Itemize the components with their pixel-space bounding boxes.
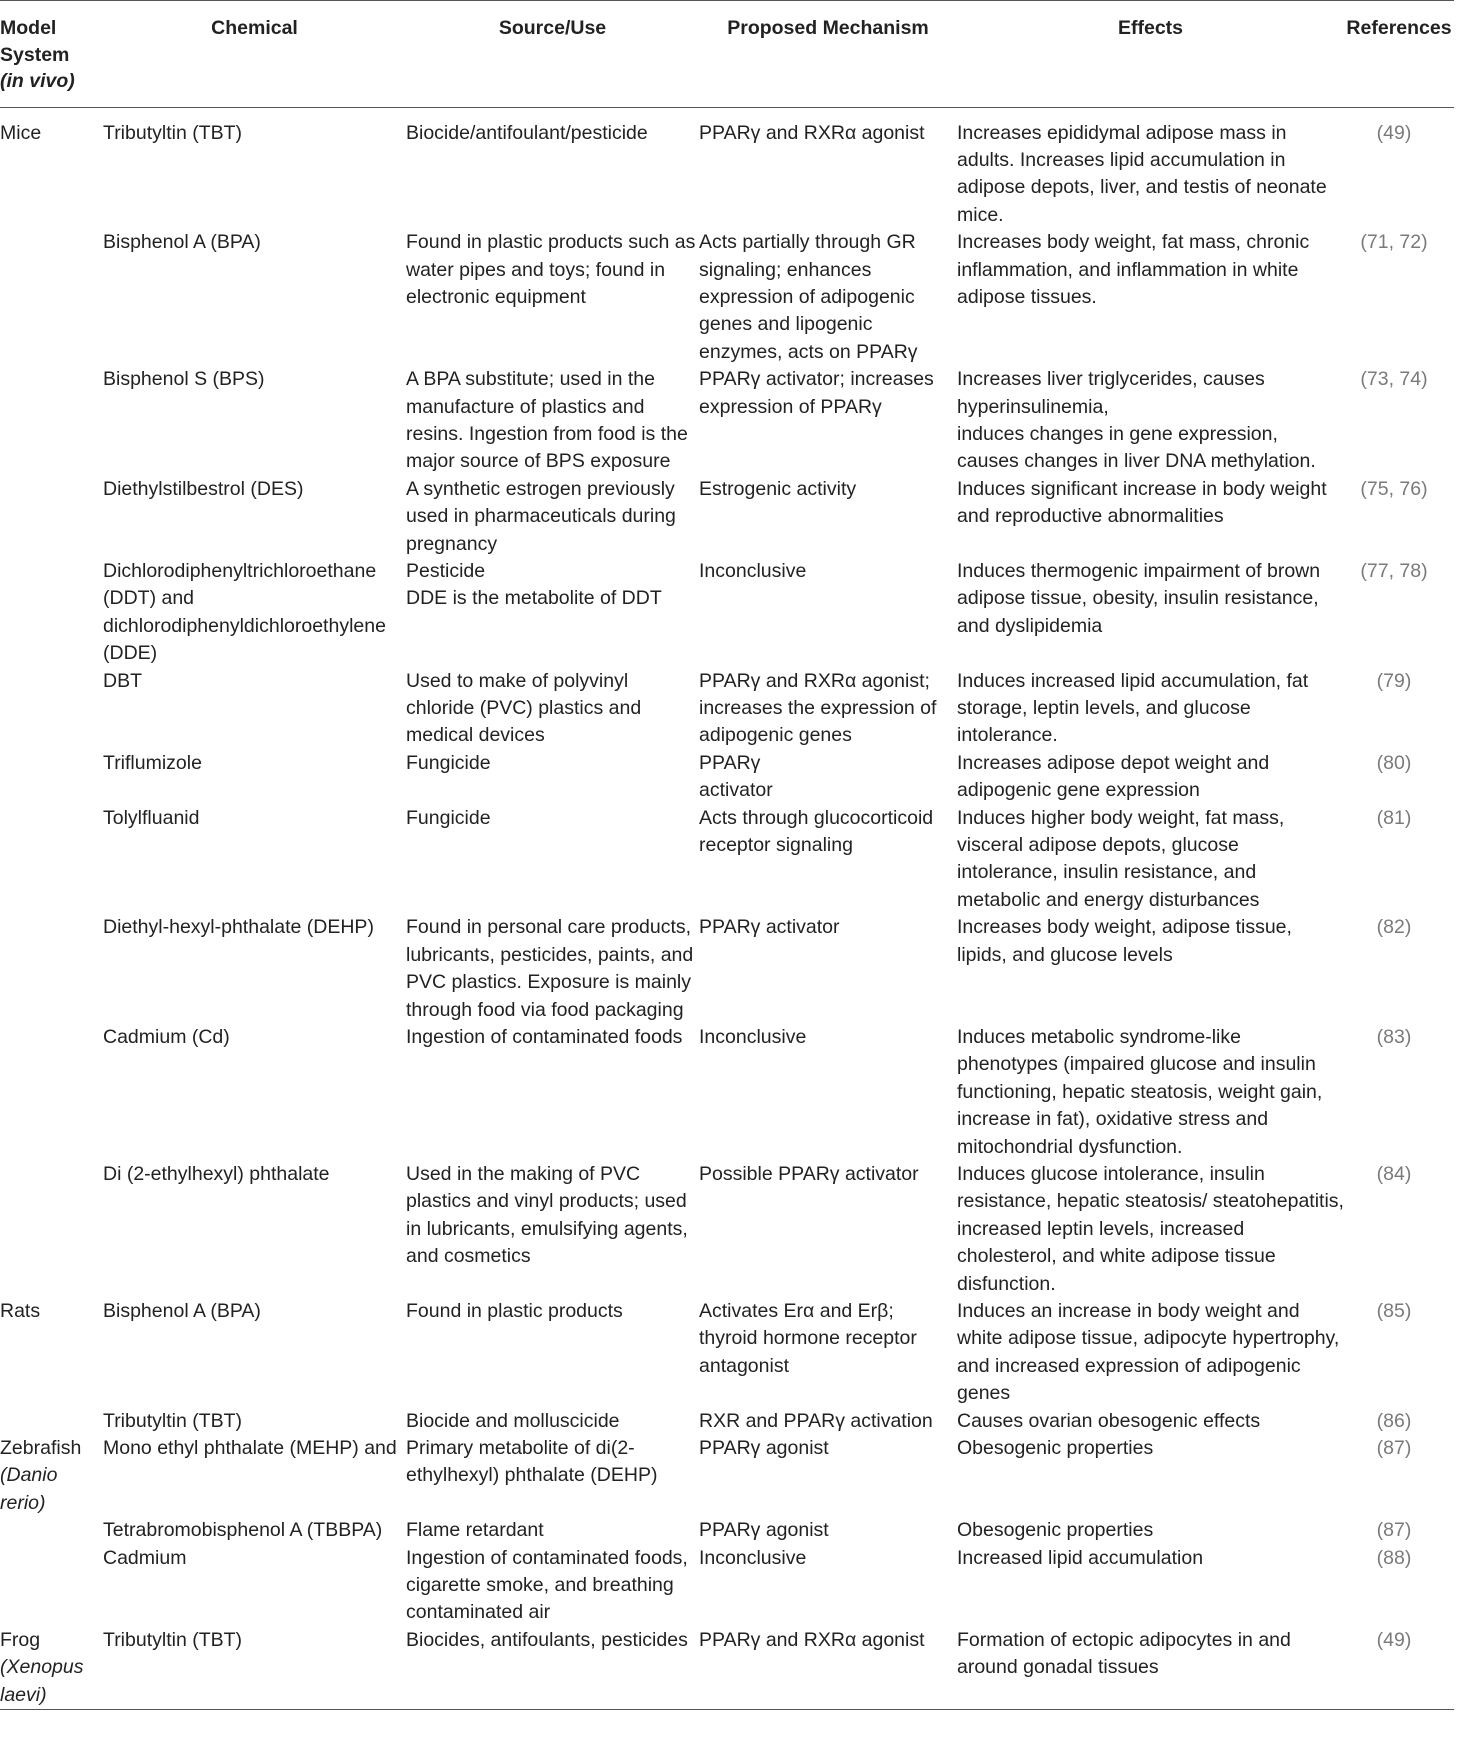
cell-source: Used in the making of PVC plastics and vinyl products; used in lubricants, emulsifying agents, and cosmetics (406, 1162, 688, 1268)
cell-mechanism: Possible PPARγ activator (699, 1162, 919, 1185)
cell-chemical: Tributyltin (TBT) (103, 1409, 243, 1432)
cell-model (0, 805, 103, 915)
cell-source: Found in plastic products (406, 1299, 623, 1322)
table-row (0, 805, 1454, 915)
cell-source: A BPA substitute; used in the manufacture of plastics and resins. Ingestion from food is the major source of BPS exposure (406, 368, 688, 473)
model-name: Zebrafish (0, 1437, 82, 1459)
cell-references: (88) (1376, 1546, 1412, 1569)
table-row (0, 1408, 1454, 1435)
cell-effects: Obesogenic properties (957, 1519, 1154, 1542)
cell-chemical: Dichlorodiphenyltrichloroethane (DDT) and dichlorodiphenyldichloroethylene (DDE) (103, 560, 386, 665)
model-species: (Danio rerio) (0, 1464, 58, 1514)
cell-model (0, 750, 103, 805)
cell-source: Flame retardant (406, 1519, 544, 1542)
table-row (0, 476, 1454, 558)
cell-mechanism: PPARγ activator (699, 751, 773, 802)
cell-references: (82) (1376, 916, 1412, 939)
cell-mechanism: Inconclusive (699, 560, 807, 582)
header-mechanism: Proposed Mechanism (699, 1, 957, 108)
cell-chemical: Tetrabromobisphenol A (TBBPA) (103, 1519, 383, 1542)
cell-references: (86) (1376, 1409, 1412, 1432)
cell-model (0, 107, 103, 229)
cell-references: (49) (1344, 1627, 1454, 1710)
cell-model (0, 1298, 103, 1408)
cell-mechanism: Acts partially through GR signaling; enhances expression of adipogenic genes and lipogenic enzymes, acts on PPARγ (699, 231, 918, 363)
cell-references: (84) (1376, 1162, 1412, 1185)
cell-model (0, 558, 103, 668)
cell-model (0, 668, 103, 750)
cell-mechanism: PPARγ and RXRα agonist; increases the expression of adipogenic genes (699, 669, 937, 747)
cell-mechanism: PPARγ and RXRα agonist (699, 121, 925, 144)
cell-references: (71, 72) (1360, 231, 1428, 254)
cell-references: (75, 76) (1360, 477, 1428, 500)
cell-references: (73, 74) (1360, 368, 1428, 391)
model-species: (Xenopus laevi) (0, 1656, 84, 1706)
cell-source: Fungicide (406, 806, 491, 829)
cell-model (0, 229, 103, 366)
header-source: Source/Use (406, 1, 699, 108)
cell-references: (87) (1376, 1519, 1412, 1542)
cell-effects: Increased lipid accumulation (957, 1546, 1204, 1569)
cell-source: Primary metabolite of di(2-ethylhexyl) phthalate (DEHP) (406, 1437, 658, 1487)
cell-mechanism: Acts through glucocorticoid receptor signaling (699, 806, 934, 857)
cell-source: Fungicide (406, 751, 491, 774)
cell-source: Biocide and molluscicide (406, 1409, 620, 1432)
header-chemical: Chemical (103, 1, 406, 108)
cell-chemical: Di (2-ethylhexyl) phthalate (103, 1162, 330, 1185)
table-row (0, 1435, 1454, 1517)
cell-chemical: Bisphenol A (BPA) (103, 1299, 261, 1322)
cell-model (0, 1627, 103, 1710)
cell-model (0, 476, 103, 558)
cell-source: Ingestion of contaminated foods (406, 1025, 683, 1048)
cell-mechanism: PPARγ and RXRα agonist (699, 1627, 957, 1710)
cell-effects: Induces significant increase in body weight and reproductive abnormalities (957, 477, 1327, 528)
cell-references: (85) (1376, 1299, 1412, 1322)
cell-mechanism: PPARγ activator; increases expression of PPARγ (699, 368, 934, 418)
cell-model (0, 366, 103, 476)
cell-mechanism: PPARγ activator (699, 916, 840, 939)
cell-references: (49) (1376, 121, 1412, 144)
cell-effects: Increases body weight, adipose tissue, lipids, and glucose levels (957, 916, 1292, 966)
header-row (0, 1, 1454, 108)
header-model-note: (in vivo) (0, 70, 75, 92)
cell-effects: Increases adipose depot weight and adipogenic gene expression (957, 751, 1270, 802)
table-row (0, 668, 1454, 750)
cell-effects: Causes ovarian obesogenic effects (957, 1409, 1261, 1432)
cell-source: Biocides, antifoulants, pesticides (406, 1627, 699, 1710)
cell-references: (80) (1376, 751, 1412, 774)
cell-chemical: Diethyl-hexyl-phthalate (DEHP) (103, 916, 374, 939)
cell-mechanism: PPARγ agonist (699, 1437, 829, 1459)
cell-references: (79) (1376, 669, 1412, 692)
cell-references: (83) (1376, 1025, 1412, 1048)
cell-chemical: Tributyltin (TBT) (103, 121, 243, 144)
cell-chemical: Triflumizole (103, 751, 202, 774)
cell-effects: Induces higher body weight, fat mass, visceral adipose depots, glucose intolerance, insulin resistance, and metabolic and energy disturbances (957, 806, 1285, 911)
cell-source: Found in personal care products, lubricants, pesticides, paints, and PVC plastics. Exposure is mainly through food via food packaging (406, 916, 694, 1021)
cell-chemical: Cadmium (103, 1546, 187, 1569)
cell-chemical: Mono ethyl phthalate (MEHP) and (103, 1437, 397, 1459)
model-name: Rats (0, 1299, 41, 1322)
cell-model (0, 1435, 103, 1517)
table-row (0, 750, 1454, 805)
header-model: Model System (in vivo) (0, 1, 103, 108)
model-name: Mice (0, 121, 42, 144)
cell-references: (87) (1376, 1437, 1412, 1459)
cell-effects: Induces increased lipid accumulation, fat storage, leptin levels, and glucose intolerance. (957, 669, 1309, 747)
cell-references: (81) (1376, 806, 1412, 829)
cell-mechanism: Inconclusive (699, 1546, 807, 1569)
cell-mechanism: Activates Erα and Erβ; thyroid hormone receptor antagonist (699, 1299, 917, 1377)
cell-mechanism: RXR and PPARγ activation (699, 1409, 933, 1432)
table-row (0, 1161, 1454, 1298)
cell-effects: Increases liver triglycerides, causes hyperinsulinemia, induces changes in gene expression, causes changes in liver DNA methylation. (957, 368, 1316, 473)
cell-model (0, 1161, 103, 1298)
cell-effects: Increases epididymal adipose mass in adults. Increases lipid accumulation in adipose depots, liver, and testis of neonate mice. (957, 121, 1327, 226)
header-effects: Effects (957, 1, 1344, 108)
table-row (0, 914, 1454, 1024)
table-row (0, 558, 1454, 668)
cell-effects: Induces thermogenic impairment of brown adipose tissue, obesity, insulin resistance, and dyslipidemia (957, 560, 1321, 637)
model-name: Frog (0, 1628, 41, 1651)
cell-source: Pesticide DDE is the metabolite of DDT (406, 560, 662, 610)
cell-effects: Increases body weight, fat mass, chronic inflammation, and inflammation in white adipose tissues. (957, 231, 1310, 308)
cell-mechanism: Inconclusive (699, 1025, 807, 1048)
cell-source: Used to make of polyvinyl chloride (PVC) plastics and medical devices (406, 669, 642, 747)
cell-effects: Formation of ectopic adipocytes in and around gonadal tissues (957, 1627, 1344, 1710)
table-row (0, 1024, 1454, 1161)
cell-model (0, 914, 103, 1024)
table-row (0, 1545, 1454, 1627)
cell-source: Ingestion of contaminated foods, cigarette smoke, and breathing contaminated air (406, 1546, 688, 1624)
table-row (0, 1517, 1454, 1544)
cell-model (0, 1024, 103, 1161)
cell-source: A synthetic estrogen previously used in pharmaceuticals during pregnancy (406, 477, 676, 555)
cell-source: Found in plastic products such as water pipes and toys; found in electronic equipment (406, 231, 696, 308)
cell-chemical: Tributyltin (TBT) (103, 1627, 406, 1710)
cell-references: (77, 78) (1360, 560, 1428, 582)
cell-mechanism: Estrogenic activity (699, 477, 857, 500)
cell-chemical: Bisphenol A (BPA) (103, 231, 261, 254)
cell-model (0, 1517, 103, 1544)
cell-effects: Induces glucose intolerance, insulin resistance, hepatic steatosis/ steatohepatitis, increased leptin levels, increased cholesterol, and white adipose tissue disfunction. (957, 1162, 1344, 1295)
cell-mechanism: PPARγ agonist (699, 1519, 829, 1542)
table-row (0, 107, 1454, 229)
cell-model (0, 1408, 103, 1435)
cell-chemical: Tolylfluanid (103, 806, 200, 829)
table-row (0, 1627, 1454, 1710)
cell-effects: Obesogenic properties (957, 1437, 1154, 1459)
cell-chemical: DBT (103, 669, 142, 692)
cell-chemical: Cadmium (Cd) (103, 1025, 230, 1048)
table-row (0, 229, 1454, 366)
cell-model (0, 1545, 103, 1627)
cell-effects: Induces an increase in body weight and white adipose tissue, adipocyte hypertrophy, and increased expression of adipogenic genes (957, 1299, 1340, 1405)
header-references: References (1344, 1, 1454, 108)
table-row (0, 1298, 1454, 1408)
cell-effects: Induces metabolic syndrome-like phenotypes (impaired glucose and insulin functioning, hepatic steatosis, weight gain, increase in fat), oxidative stress and mitochondrial dysfunction. (957, 1025, 1323, 1158)
table-row (0, 366, 1454, 476)
cell-source: Biocide/antifoulant/pesticide (406, 121, 648, 144)
cell-chemical: Bisphenol S (BPS) (103, 368, 265, 391)
cell-chemical: Diethylstilbestrol (DES) (103, 477, 304, 500)
